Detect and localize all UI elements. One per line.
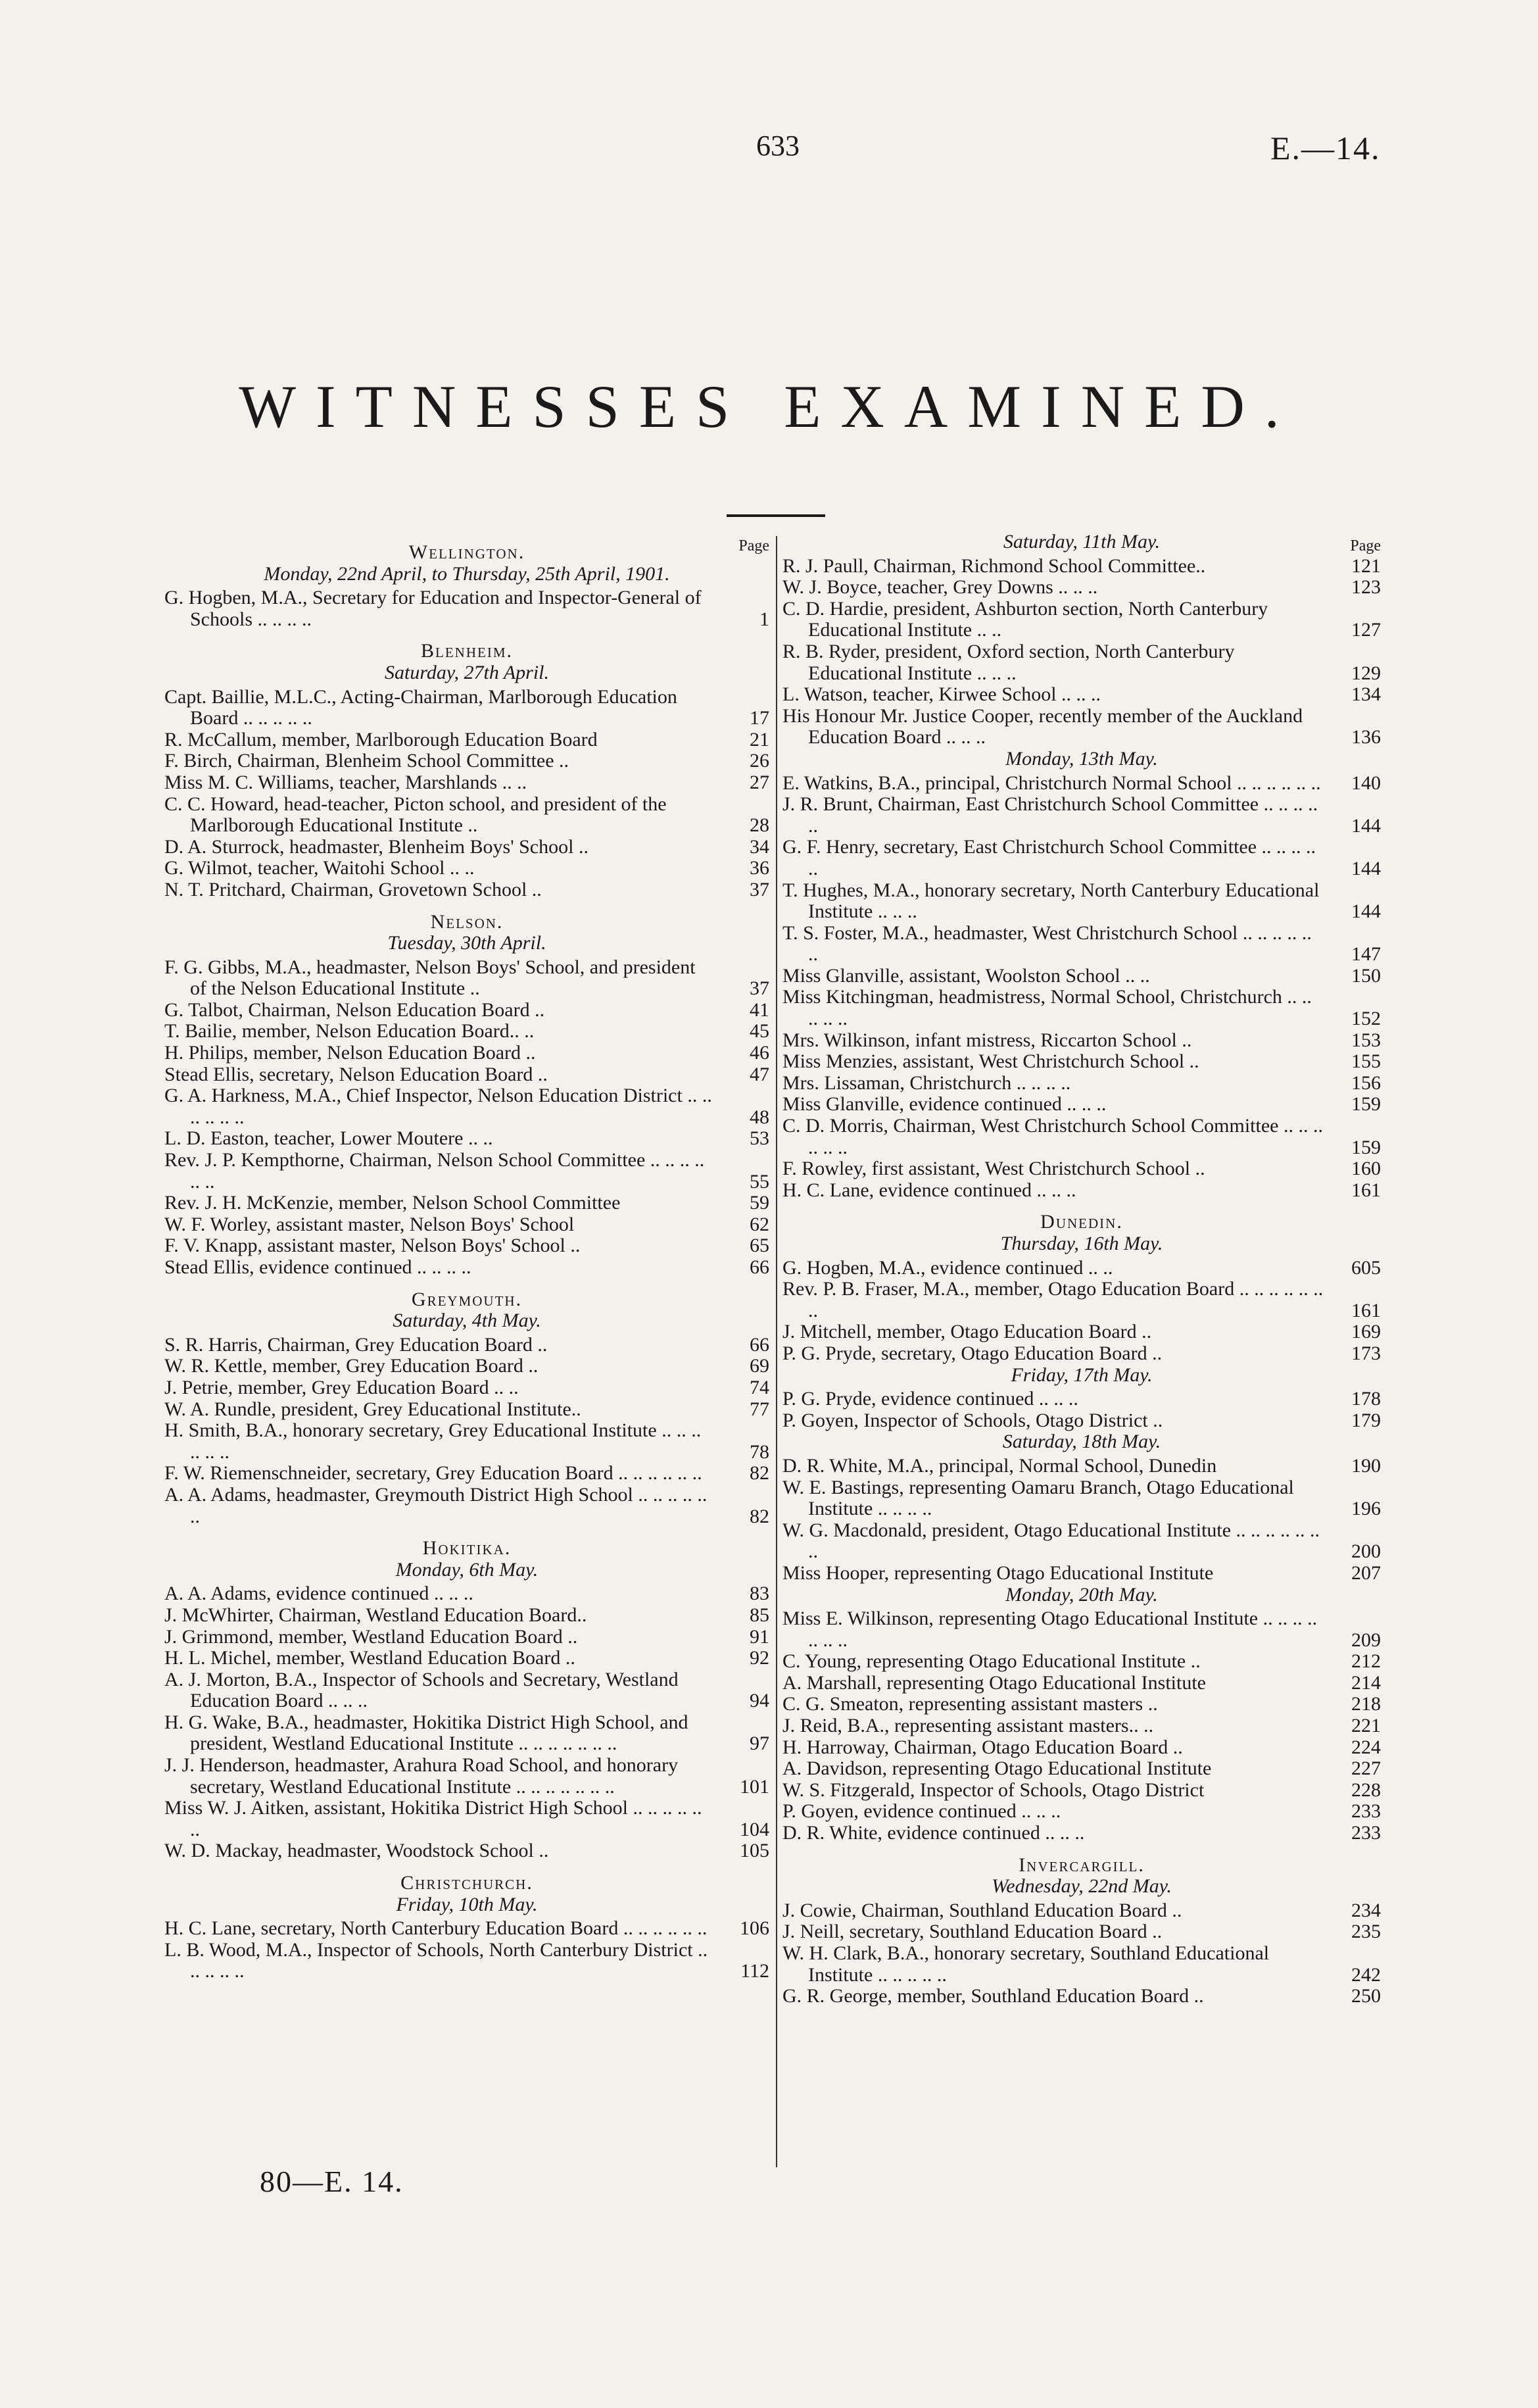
session-date: Friday, 10th May.: [396, 1893, 538, 1915]
witness-text: C. D. Morris, Chairman, West Christchurch School Committee .. .. .. .. .. ..: [782, 1115, 1323, 1158]
witness-entry: [164, 837, 769, 858]
witness-entry: [164, 1605, 769, 1627]
witness-entry: [164, 1399, 769, 1421]
page-number: 633: [756, 130, 800, 162]
witness-page-number: 59: [750, 1192, 769, 1214]
witness-text: P. G. Pryde, secretary, Otago Education Board ..: [782, 1342, 1163, 1364]
session-date: Monday, 6th May.: [395, 1558, 539, 1581]
witness-text: R. J. Paull, Chairman, Richmond School Committee..: [782, 554, 1206, 577]
witness-text: G. Talbot, Chairman, Nelson Education Board ..: [164, 998, 545, 1021]
witness-entry: [164, 957, 769, 1000]
witness-text: Stead Ellis, evidence continued .. .. .. ..: [164, 1256, 471, 1278]
witness-page-number: 82: [750, 1505, 769, 1527]
witness-entry: [164, 1335, 769, 1356]
witness-text: D. A. Sturrock, headmaster, Blenheim Boys' School ..: [164, 835, 589, 858]
witness-text: Miss Glanville, assistant, Woolston School .. ..: [782, 964, 1150, 987]
witness-text: T. S. Foster, M.A., headmaster, West Christchurch School .. .. .. .. .. ..: [782, 921, 1312, 966]
witness-text: W. E. Bastings, representing Oamaru Branch, Otago Educational Institute .. .. .. ..: [782, 1476, 1294, 1520]
witness-text: W. H. Clark, B.A., honorary secretary, Southland Educational Institute .. .. .. .. ..: [782, 1942, 1270, 1986]
witness-text: D. R. White, evidence continued .. .. ..: [782, 1822, 1085, 1844]
witness-page-number: 74: [750, 1376, 769, 1398]
witness-entry: [782, 1801, 1381, 1823]
witness-entry: [164, 1064, 769, 1086]
witness-entry: [164, 1128, 769, 1150]
witness-entry: [782, 1116, 1381, 1158]
witness-text: P. G. Pryde, evidence continued .. .. ..: [782, 1388, 1078, 1410]
witness-entry: [782, 1563, 1381, 1585]
witness-page-number: 218: [1351, 1693, 1381, 1715]
witness-page-number: 156: [1351, 1071, 1381, 1094]
witness-text: Stead Ellis, secretary, Nelson Education Board ..: [164, 1063, 548, 1085]
witness-entry: [164, 1085, 769, 1128]
section-heading: Blenheim.: [421, 640, 513, 662]
session-date: Monday, 22nd April, to Thursday, 25th April, 1901.: [264, 562, 670, 585]
witness-text: H. G. Wake, B.A., headmaster, Hokitika District High School, and president, Westland Educational Institute .. .. .. .. .. .. ..: [164, 1711, 688, 1755]
section-heading: Hokitika.: [422, 1537, 512, 1560]
session-date: Monday, 20th May.: [1005, 1583, 1158, 1606]
witness-text: G. F. Henry, secretary, East Christchurch School Committee .. .. .. .. ..: [782, 836, 1316, 879]
witness-page-number: 46: [750, 1042, 769, 1064]
witness-entry: [782, 556, 1381, 577]
witness-text: N. T. Pritchard, Chairman, Grovetown School ..: [164, 878, 542, 900]
witness-entry: [782, 1279, 1381, 1321]
witness-entry: [782, 1073, 1381, 1094]
witness-text: A. J. Morton, B.A., Inspector of Schools and Secretary, Westland Education Board .. .. ..: [164, 1668, 679, 1712]
witness-entry: [164, 1798, 769, 1840]
witness-text: G. Wilmot, teacher, Waitohi School .. ..: [164, 857, 475, 879]
witness-text: C. C. Howard, head-teacher, Picton school, and president of the Marlborough Educational Institute ..: [164, 793, 667, 837]
witness-entry: [782, 773, 1381, 795]
witness-page-number: 37: [750, 878, 769, 900]
witness-page-number: 136: [1351, 726, 1381, 749]
witness-entry: [782, 794, 1381, 837]
witness-text: C. Young, representing Otago Educational Institute ..: [782, 1650, 1201, 1673]
witness-text: L. D. Easton, teacher, Lower Moutere .. ..: [164, 1127, 493, 1150]
witness-entry: [782, 1051, 1381, 1073]
witness-entry: [164, 1648, 769, 1669]
witness-text: J. Neill, secretary, Southland Education Board ..: [782, 1921, 1163, 1943]
witness-page-number: 227: [1351, 1757, 1381, 1780]
session-date: Monday, 13th May.: [1005, 747, 1158, 770]
witness-entry: [782, 1158, 1381, 1180]
witness-page-number: 233: [1351, 1822, 1381, 1844]
witness-page-number: 48: [750, 1106, 769, 1128]
session-date: Saturday, 18th May.: [1002, 1431, 1161, 1453]
witness-page-number: 144: [1351, 900, 1381, 923]
witness-page-number: 178: [1351, 1388, 1381, 1410]
witness-entry: [164, 1669, 769, 1712]
witness-entry: [164, 1214, 769, 1236]
witness-page-number: 221: [1351, 1715, 1381, 1737]
witness-entry: [782, 1823, 1381, 1844]
witness-text: F. Birch, Chairman, Blenheim School Committee ..: [164, 750, 569, 772]
witness-entry: [782, 1943, 1381, 1986]
witness-text: T. Hughes, M.A., honorary secretary, North Canterbury Educational Institute .. .. ..: [782, 879, 1320, 923]
witness-entry: [164, 1940, 769, 1982]
witness-text: G. Hogben, M.A., evidence continued .. ..: [782, 1256, 1113, 1279]
witness-entry: [782, 1651, 1381, 1673]
witness-page-number: 159: [1351, 1136, 1381, 1158]
witness-entry: [164, 1712, 769, 1755]
witness-entry: [782, 966, 1381, 987]
witness-entry: [164, 1627, 769, 1648]
witness-entry: [782, 1321, 1381, 1343]
witness-text: J. R. Brunt, Chairman, East Christchurch School Committee .. .. .. .. ..: [782, 793, 1318, 837]
witness-page-number: 250: [1351, 1985, 1381, 2007]
witness-entry: [164, 1377, 769, 1399]
witness-entry: [782, 1343, 1381, 1365]
witness-page-number: 144: [1351, 814, 1381, 837]
witness-text: F. G. Gibbs, M.A., headmaster, Nelson Boys' School, and president of the Nelson Educational Institute ..: [164, 956, 696, 1000]
witness-page-number: 200: [1351, 1540, 1381, 1563]
witness-entry: [164, 1235, 769, 1257]
witness-page-number: 53: [750, 1127, 769, 1150]
witness-page-number: 212: [1351, 1650, 1381, 1673]
witness-page-number: 17: [750, 707, 769, 729]
witness-text: Miss W. J. Aitken, assistant, Hokitika District High School .. .. .. .. .. ..: [164, 1797, 702, 1840]
witness-page-number: 144: [1351, 857, 1381, 879]
witness-entry: [782, 1758, 1381, 1780]
witness-text: J. Cowie, Chairman, Southland Education Board ..: [782, 1899, 1182, 1921]
witness-page-number: 82: [750, 1462, 769, 1485]
witness-entry: [782, 1258, 1381, 1279]
witness-entry: [782, 1921, 1381, 1943]
witness-entry: [164, 587, 769, 630]
witness-entry: [782, 1180, 1381, 1202]
witness-entry: [164, 1043, 769, 1064]
witness-page-number: 92: [750, 1647, 769, 1669]
witness-text: Rev. P. B. Fraser, M.A., member, Otago Education Board .. .. .. .. .. .. ..: [782, 1278, 1324, 1321]
witness-entry: [164, 858, 769, 879]
witness-entry: [782, 880, 1381, 923]
witness-text: Miss Kitchingman, headmistress, Normal School, Christchurch .. .. .. .. ..: [782, 986, 1312, 1030]
witness-page-number: 121: [1351, 554, 1381, 577]
witness-page-number: 34: [750, 835, 769, 858]
witness-text: G. R. George, member, Southland Education Board ..: [782, 1985, 1204, 2007]
witness-page-number: 28: [750, 814, 769, 837]
witness-text: W. A. Rundle, president, Grey Educational Institute..: [164, 1398, 581, 1420]
witness-entry: [782, 1520, 1381, 1563]
witness-text: A. A. Adams, headmaster, Greymouth District High School .. .. .. .. .. ..: [164, 1483, 708, 1527]
witness-text: Miss Hooper, representing Otago Educational Institute: [782, 1561, 1214, 1584]
witness-text: Capt. Baillie, M.L.C., Acting-Chairman, Marlborough Education Board .. .. .. .. ..: [164, 685, 677, 729]
witness-entry: [164, 1150, 769, 1192]
section-heading: Invercargill.: [1019, 1854, 1145, 1876]
witness-entry: [782, 1094, 1381, 1116]
witness-entry: [164, 1918, 769, 1940]
witness-entry: [782, 923, 1381, 966]
witness-entry: [164, 794, 769, 837]
witness-text: J. Grimmond, member, Westland Education Board ..: [164, 1625, 578, 1648]
witness-page-number: 91: [750, 1625, 769, 1648]
witness-entry: [782, 1410, 1381, 1432]
witness-text: S. R. Harris, Chairman, Grey Education Board ..: [164, 1333, 548, 1356]
witness-text: H. Harroway, Chairman, Otago Education Board ..: [782, 1736, 1183, 1758]
witness-text: E. Watkins, B.A., principal, Christchurch Normal School .. .. .. .. .. ..: [782, 772, 1321, 794]
witness-entry: [782, 684, 1381, 706]
witness-entry: [782, 1780, 1381, 1802]
witness-page-number: 169: [1351, 1321, 1381, 1343]
session-date: Friday, 17th May.: [1011, 1364, 1153, 1386]
witness-page-number: 78: [750, 1440, 769, 1463]
witness-entry: [782, 1388, 1381, 1410]
witness-page-number: 77: [750, 1398, 769, 1420]
witness-page-number: 27: [750, 771, 769, 793]
witness-page-number: 36: [750, 857, 769, 879]
witness-page-number: 97: [750, 1732, 769, 1755]
witness-entry: [782, 1737, 1381, 1759]
witness-text: J. McWhirter, Chairman, Westland Education Board..: [164, 1604, 587, 1626]
witness-page-number: 129: [1351, 662, 1381, 684]
witness-text: C. D. Hardie, president, Ashburton section, North Canterbury Educational Institute .. ..: [782, 597, 1268, 641]
witness-page-number: 179: [1351, 1409, 1381, 1431]
witness-page-number: 21: [750, 728, 769, 750]
witness-page-number: 235: [1351, 1921, 1381, 1943]
witness-text: W. S. Fitzgerald, Inspector of Schools, Otago District: [782, 1779, 1205, 1801]
witness-entry: [164, 1583, 769, 1605]
witness-entry: [782, 1456, 1381, 1477]
witness-page-number: 106: [740, 1917, 769, 1940]
witness-page-number: 94: [750, 1690, 769, 1712]
witness-text: A. Davidson, representing Otago Educational Institute: [782, 1757, 1212, 1780]
witness-text: P. Goyen, Inspector of Schools, Otago District ..: [782, 1409, 1163, 1431]
witness-page-number: 196: [1351, 1498, 1381, 1520]
witness-page-number: 224: [1351, 1736, 1381, 1758]
witness-page-number: 173: [1351, 1342, 1381, 1364]
witness-entry: [164, 1021, 769, 1043]
witness-text: W. F. Worley, assistant master, Nelson Boys' School: [164, 1213, 575, 1235]
witness-page-number: 26: [750, 750, 769, 772]
witness-entry: [164, 1485, 769, 1527]
witness-text: J. Reid, B.A., representing assistant masters.. ..: [782, 1715, 1154, 1737]
witness-page-number: 161: [1351, 1179, 1381, 1201]
witness-text: His Honour Mr. Justice Cooper, recently member of the Auckland Education Board .. .. ..: [782, 704, 1303, 749]
witness-text: D. R. White, M.A., principal, Normal School, Dunedin: [782, 1454, 1217, 1477]
witness-entry: [782, 599, 1381, 641]
witness-text: H. L. Michel, member, Westland Education Board ..: [164, 1647, 575, 1669]
document-reference: E.—14.: [1270, 130, 1381, 166]
witness-entry: [782, 641, 1381, 684]
session-date: Tuesday, 30th April.: [387, 932, 546, 954]
witness-page-number: 209: [1351, 1629, 1381, 1651]
witness-entry: [782, 1477, 1381, 1520]
witness-entry: [164, 1840, 769, 1862]
witness-text: L. Watson, teacher, Kirwee School .. .. ..: [782, 683, 1101, 706]
witness-text: J. Petrie, member, Grey Education Board .. ..: [164, 1376, 519, 1398]
witness-text: W. J. Boyce, teacher, Grey Downs .. .. ..: [782, 576, 1098, 599]
section-heading: Greymouth.: [411, 1288, 523, 1310]
witness-text: H. Smith, B.A., honorary secretary, Grey Educational Institute .. .. .. .. .. ..: [164, 1419, 702, 1463]
witness-entry: [782, 1673, 1381, 1694]
witness-text: A. Marshall, representing Otago Educational Institute: [782, 1671, 1206, 1694]
witness-text: Rev. J. P. Kempthorne, Chairman, Nelson School Committee .. .. .. .. .. ..: [164, 1149, 705, 1192]
witness-page-number: 153: [1351, 1029, 1381, 1051]
page-column-label: Page: [738, 537, 769, 554]
witness-entry: [164, 772, 769, 794]
witness-page-number: 45: [750, 1020, 769, 1043]
witness-text: F. W. Riemenschneider, secretary, Grey Education Board .. .. .. .. .. ..: [164, 1462, 702, 1485]
right-column: [782, 531, 1381, 2007]
witness-page-number: 150: [1351, 964, 1381, 987]
witness-page-number: 140: [1351, 772, 1381, 794]
left-column: [164, 531, 769, 1982]
witness-text: H. C. Lane, evidence continued .. .. ..: [782, 1179, 1076, 1201]
witness-text: Miss E. Wilkinson, representing Otago Educational Institute .. .. .. .. .. .. ..: [782, 1608, 1318, 1651]
witness-page-number: 37: [750, 977, 769, 1000]
witness-entry: [164, 1257, 769, 1279]
witness-text: A. A. Adams, evidence continued .. .. ..: [164, 1583, 473, 1605]
witness-page-number: 69: [750, 1355, 769, 1377]
witness-entry: [782, 1715, 1381, 1737]
section-heading: Dunedin.: [1040, 1211, 1123, 1233]
witness-page-number: 123: [1351, 576, 1381, 599]
witness-entry: [164, 879, 769, 901]
witness-text: R. McCallum, member, Marlborough Education Board: [164, 728, 598, 750]
section-heading: Nelson.: [430, 910, 504, 933]
witness-text: W. R. Kettle, member, Grey Education Board ..: [164, 1355, 539, 1377]
session-date: Saturday, 4th May.: [393, 1310, 541, 1332]
witness-page-number: 155: [1351, 1050, 1381, 1073]
session-date: Saturday, 11th May.: [1003, 531, 1161, 553]
witness-entry: [782, 1694, 1381, 1715]
witness-text: R. B. Ryder, president, Oxford section, North Canterbury Educational Institute .. .. ..: [782, 640, 1235, 684]
witness-page-number: 83: [750, 1583, 769, 1605]
witness-page-number: 159: [1351, 1093, 1381, 1116]
witness-text: H. Philips, member, Nelson Education Board ..: [164, 1042, 536, 1064]
witness-page-number: 190: [1351, 1454, 1381, 1477]
witness-entry: [164, 1356, 769, 1377]
witness-page-number: 65: [750, 1235, 769, 1257]
witness-text: H. C. Lane, secretary, North Canterbury Education Board .. .. .. .. .. ..: [164, 1917, 708, 1940]
witness-page-number: 62: [750, 1213, 769, 1235]
witness-text: Miss Glanville, evidence continued .. .. ..: [782, 1093, 1107, 1116]
witness-text: G. A. Harkness, M.A., Chief Inspector, Nelson Education District .. .. .. .. .. ..: [164, 1085, 712, 1128]
witness-text: Miss Menzies, assistant, West Christchurch School ..: [782, 1050, 1199, 1073]
witness-text: Rev. J. H. McKenzie, member, Nelson School Committee: [164, 1192, 621, 1214]
witness-page-number: 234: [1351, 1899, 1381, 1921]
witness-page-number: 104: [740, 1818, 769, 1840]
session-date: Saturday, 27th April.: [384, 661, 550, 683]
witness-page-number: 214: [1351, 1671, 1381, 1694]
witness-page-number: 228: [1351, 1779, 1381, 1801]
witness-entry: [164, 729, 769, 751]
witness-text: Mrs. Lissaman, Christchurch .. .. .. ..: [782, 1071, 1071, 1094]
footer-reference: 80—E. 14.: [260, 2165, 404, 2198]
witness-page-number: 152: [1351, 1008, 1381, 1030]
witness-entry: [782, 1986, 1381, 2007]
witness-page-number: 127: [1351, 619, 1381, 641]
witness-entry: [164, 1463, 769, 1485]
witness-text: Miss M. C. Williams, teacher, Marshlands .. ..: [164, 771, 527, 793]
witness-page-number: 101: [740, 1775, 769, 1798]
witness-entry: [782, 577, 1381, 599]
witness-page-number: 105: [740, 1840, 769, 1862]
witness-page-number: 605: [1351, 1256, 1381, 1279]
witness-page-number: 147: [1351, 943, 1381, 966]
witness-page-number: 66: [750, 1256, 769, 1278]
witness-page-number: 160: [1351, 1158, 1381, 1180]
witness-entry: [164, 1755, 769, 1798]
witness-text: F. V. Knapp, assistant master, Nelson Boys' School ..: [164, 1235, 581, 1257]
witness-text: J. Mitchell, member, Otago Education Board ..: [782, 1321, 1152, 1343]
title-rule: [727, 514, 825, 517]
witness-entry: [782, 1030, 1381, 1052]
witness-text: T. Bailie, member, Nelson Education Board.. ..: [164, 1020, 535, 1043]
witness-entry: [164, 1192, 769, 1214]
page-title: WITNESSES EXAMINED.: [239, 373, 1299, 440]
witness-page-number: 55: [750, 1170, 769, 1192]
witness-text: C. G. Smeaton, representing assistant masters ..: [782, 1693, 1158, 1715]
witness-text: W. G. Macdonald, president, Otago Educational Institute .. .. .. .. .. .. ..: [782, 1519, 1320, 1563]
witness-page-number: 85: [750, 1604, 769, 1626]
section-heading: Wellington.: [408, 541, 525, 563]
witness-page-number: 41: [750, 998, 769, 1021]
witness-entry: [164, 750, 769, 772]
witness-text: Mrs. Wilkinson, infant mistress, Riccarton School ..: [782, 1029, 1192, 1051]
witness-entry: [782, 1900, 1381, 1922]
witness-page-number: 66: [750, 1333, 769, 1356]
witness-entry: [782, 1608, 1381, 1651]
page-column-label: Page: [1350, 537, 1381, 554]
witness-page-number: 242: [1351, 1963, 1381, 1986]
witness-entry: [164, 1420, 769, 1463]
witness-page-number: 161: [1351, 1299, 1381, 1321]
witness-page-number: 233: [1351, 1800, 1381, 1823]
witness-entry: [782, 837, 1381, 879]
witness-text: F. Rowley, first assistant, West Christchurch School ..: [782, 1158, 1205, 1180]
witness-entry: [782, 706, 1381, 749]
session-date: Thursday, 16th May.: [1000, 1233, 1163, 1254]
session-date: Wednesday, 22nd May.: [992, 1875, 1172, 1898]
column-divider: [776, 536, 777, 2167]
witness-page-number: 134: [1351, 683, 1381, 706]
witness-page-number: 207: [1351, 1561, 1381, 1584]
witness-text: P. Goyen, evidence continued .. .. ..: [782, 1800, 1061, 1823]
witness-page-number: 1: [759, 608, 769, 630]
witness-page-number: 112: [740, 1960, 769, 1982]
witness-text: G. Hogben, M.A., Secretary for Education and Inspector-General of Schools .. .. .. ..: [164, 587, 702, 630]
witness-text: L. B. Wood, M.A., Inspector of Schools, North Canterbury District .. .. .. .. ..: [164, 1938, 708, 1982]
section-heading: Christchurch.: [400, 1872, 533, 1894]
witness-text: W. D. Mackay, headmaster, Woodstock School ..: [164, 1840, 549, 1862]
witness-entry: [164, 687, 769, 729]
witness-entry: [782, 987, 1381, 1029]
witness-text: J. J. Henderson, headmaster, Arahura Road School, and honorary secretary, Westland Educational Institute .. .. .. .. .. .. ..: [164, 1754, 679, 1798]
witness-page-number: 47: [750, 1063, 769, 1085]
witness-entry: [164, 1000, 769, 1021]
